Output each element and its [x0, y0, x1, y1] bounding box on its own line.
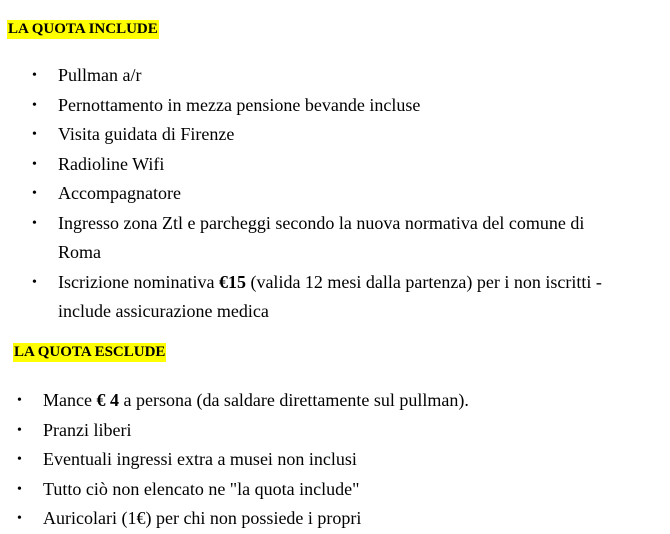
list-item	[32, 150, 658, 180]
list-item	[17, 386, 663, 416]
bullet-icon: •	[32, 97, 37, 113]
item-text: Radioline Wifi	[58, 153, 165, 174]
item-text-line2: Roma	[58, 242, 101, 262]
list-item	[17, 445, 663, 475]
item-text: Accompagnatore	[58, 183, 181, 203]
bullet-icon: •	[17, 481, 22, 497]
bullet-icon: •	[32, 156, 37, 172]
item-text	[58, 272, 602, 322]
item-text-post: a persona (da saldare direttamente sul pullman).	[118, 390, 469, 410]
bullet-icon: •	[32, 127, 37, 142]
include-heading: LA QUOTA INCLUDE	[8, 21, 158, 37]
bullet-icon: •	[32, 274, 37, 290]
list-item	[32, 268, 658, 327]
item-text: Pernottamento in mezza pensione bevande incluse	[58, 94, 421, 115]
item-text: Pullman a/r	[58, 65, 142, 85]
list-item	[17, 504, 663, 534]
bullet-icon: •	[32, 215, 37, 231]
item-text-line1: Ingresso zona Ztl e parcheggi secondo la nuova normativa del comune di	[58, 212, 585, 233]
list-item	[32, 209, 658, 268]
bullet-icon: •	[17, 452, 22, 467]
bullet-icon: •	[17, 393, 22, 408]
item-text: Auricolari (1€) per chi non possiede i propri	[43, 508, 362, 528]
item-text: Tutto ciò non elencato ne "la quota include"	[43, 478, 360, 499]
item-text-pre: Mance	[43, 390, 97, 410]
price-amount: € 4	[96, 390, 119, 410]
list-item	[32, 61, 658, 91]
item-text: Eventuali ingressi extra a musei non inclusi	[43, 449, 357, 469]
include-list	[32, 61, 658, 327]
item-text	[43, 390, 469, 410]
item-text: Pranzi liberi	[43, 419, 132, 440]
list-item	[32, 120, 658, 150]
exclude-list	[17, 386, 663, 534]
bullet-icon: •	[17, 422, 22, 438]
item-text	[58, 213, 584, 263]
list-item	[32, 179, 658, 209]
price-amount: €15	[218, 271, 246, 292]
bullet-icon: •	[32, 68, 37, 83]
item-text: Visita guidata di Firenze	[58, 124, 235, 144]
list-item	[32, 91, 658, 121]
bullet-icon: •	[32, 186, 37, 201]
exclude-heading: LA QUOTA ESCLUDE	[14, 344, 166, 360]
list-item	[17, 416, 663, 446]
bullet-icon: •	[17, 511, 22, 526]
item-text-line2: include assicurazione medica	[58, 301, 269, 321]
item-text-pre: Iscrizione nominativa	[58, 271, 219, 292]
item-text-post: (valida 12 mesi dalla partenza) per i non iscritti -	[245, 271, 602, 292]
list-item	[17, 475, 663, 505]
